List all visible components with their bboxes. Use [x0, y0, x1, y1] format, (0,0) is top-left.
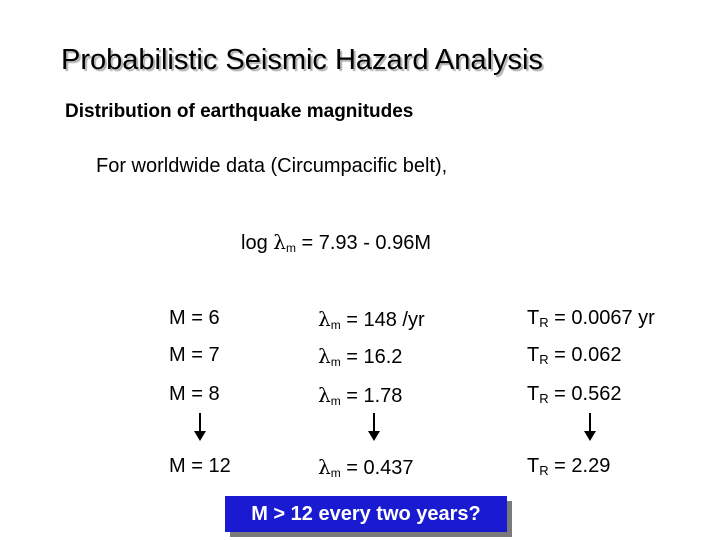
return-period-subscript: R	[539, 315, 549, 330]
slide-title: Probabilistic Seismic Hazard Analysis	[61, 44, 543, 76]
return-period-symbol: T	[527, 383, 540, 405]
rate-subscript: m	[330, 355, 341, 369]
magnitude-cell: M = 6	[169, 307, 220, 329]
formula-prefix: log	[241, 232, 274, 254]
rate-cell	[318, 344, 402, 369]
rate-value: = 1.78	[340, 385, 403, 407]
formula-subscript: m	[285, 241, 296, 255]
return-period-symbol: T	[527, 455, 540, 477]
rate-subscript: m	[330, 466, 341, 480]
lambda-symbol: λ	[318, 307, 331, 331]
magnitude-cell: M = 7	[169, 344, 220, 366]
return-period-value: = 0.562	[548, 383, 622, 405]
return-period-cell	[527, 383, 621, 406]
down-arrow-icon	[364, 413, 384, 441]
lambda-symbol: λ	[273, 230, 286, 254]
return-period-value: = 2.29	[548, 455, 611, 477]
rate-cell	[318, 307, 425, 332]
return-period-cell	[527, 455, 610, 478]
intro-text: For worldwide data (Circumpacific belt),	[96, 155, 448, 177]
return-period-symbol: T	[527, 307, 540, 329]
return-period-value: = 0.062	[548, 344, 622, 366]
lambda-symbol: λ	[318, 344, 331, 368]
formula-rest: = 7.93 - 0.96M	[295, 232, 432, 254]
down-arrow-icon	[580, 413, 600, 441]
lambda-symbol: λ	[318, 383, 331, 407]
rate-value: = 148 /yr	[340, 309, 425, 331]
return-period-cell	[527, 307, 655, 330]
return-period-symbol: T	[527, 344, 540, 366]
rate-subscript: m	[330, 318, 341, 332]
magnitude-cell: M = 8	[169, 383, 220, 405]
return-period-subscript: R	[539, 352, 549, 367]
rate-value: = 0.437	[340, 457, 414, 479]
return-period-value: = 0.0067 yr	[548, 307, 655, 329]
rate-value: = 16.2	[340, 346, 403, 368]
return-period-subscript: R	[539, 391, 549, 406]
return-period-cell	[527, 344, 621, 367]
callout-box: M > 12 every two years?	[225, 496, 507, 532]
return-period-subscript: R	[539, 463, 549, 478]
lambda-symbol: λ	[318, 455, 331, 479]
formula	[241, 230, 431, 255]
rate-cell	[318, 383, 402, 408]
rate-subscript: m	[330, 394, 341, 408]
slide-subtitle: Distribution of earthquake magnitudes	[65, 101, 414, 122]
rate-cell	[318, 455, 414, 480]
magnitude-cell: M = 12	[169, 455, 231, 477]
down-arrow-icon	[190, 413, 210, 441]
